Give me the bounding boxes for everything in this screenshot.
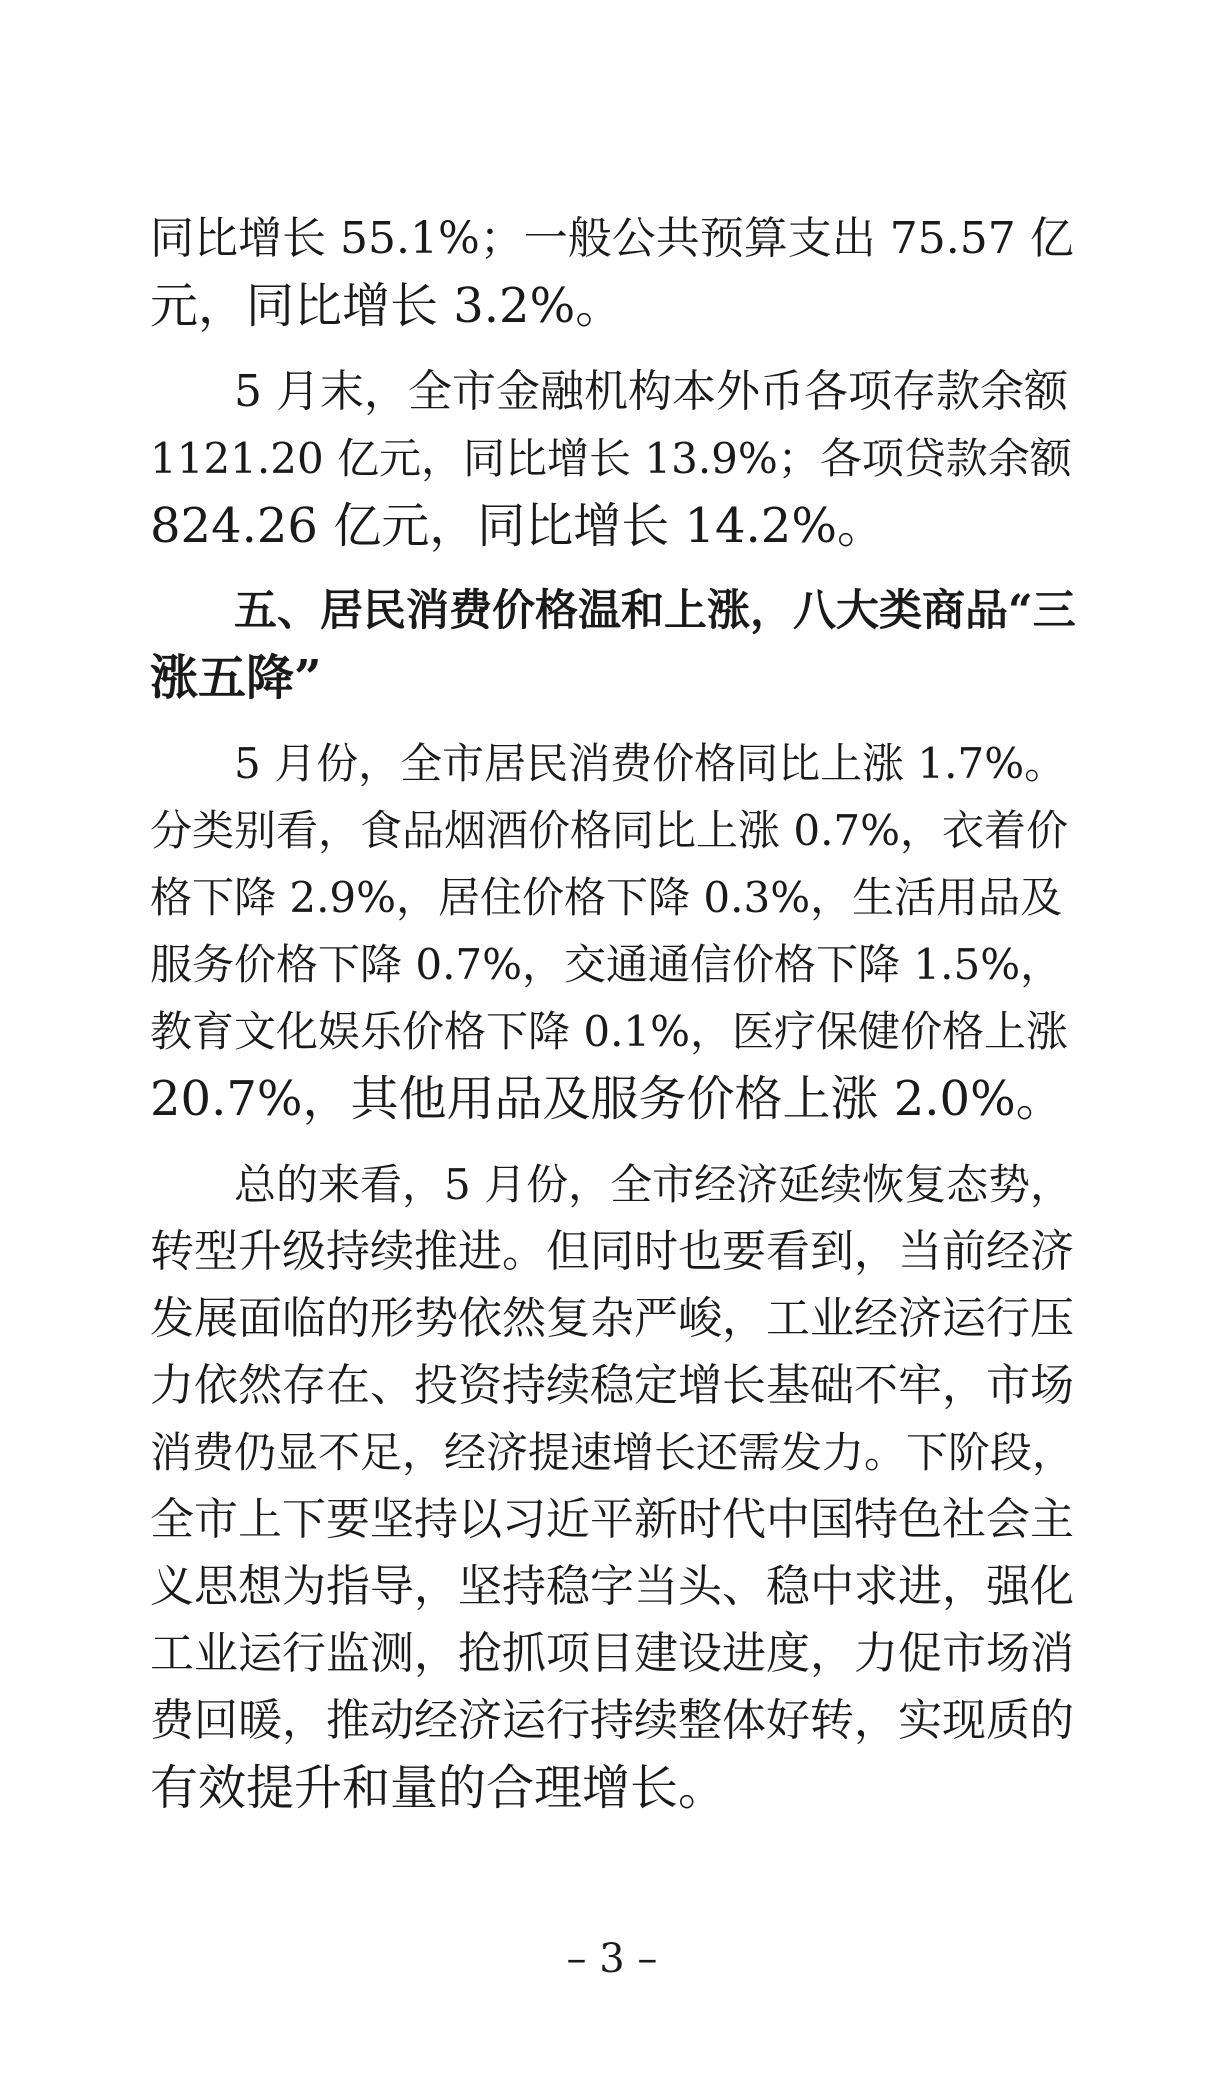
text-line: 教育文化娱乐价格下降 0.1%，医疗保健价格上涨	[150, 1007, 1069, 1056]
text-line: 分类别看，食品烟酒价格同比上涨 0.7%，衣着价	[150, 806, 1069, 855]
section-heading-line: 五、居民消费价格温和上涨，八大类商品“三	[234, 586, 1076, 636]
text-line: 元，同比增长 3.2%。	[150, 278, 624, 334]
text-line: 费回暖，推动经济运行持续整体好转，实现质的	[150, 1695, 1074, 1746]
text-line: 5 月末，全市金融机构本外币各项存款余额	[234, 366, 1068, 417]
section-heading-line: 涨五降”	[150, 650, 322, 706]
text-line: 1121.20 亿元，同比增长 13.9%；各项贷款余额	[150, 434, 1072, 483]
text-line: 20.7%，其他用品及服务价格上涨 2.0%。	[150, 1071, 1064, 1127]
text-line: 有效提升和量的合理增长。	[150, 1760, 727, 1816]
text-line: 服务价格下降 0.7%，交通通信价格下降 1.5%，	[150, 940, 1063, 989]
text-line: 总的来看，5 月份，全市经济延续恢复态势，	[234, 1160, 1073, 1209]
text-line: 824.26 亿元，同比增长 14.2%。	[150, 498, 885, 554]
text-line: 发展面临的形势依然复杂严峻，工业经济运行压	[150, 1293, 1074, 1344]
text-line: 转型升级持续推进。但同时也要看到，当前经济	[150, 1226, 1074, 1277]
text-line: 义思想为指导，坚持稳字当头、稳中求进，强化	[150, 1561, 1074, 1612]
text-line: 消费仍显不足，经济提速增长还需发力。下阶段，	[150, 1428, 1075, 1477]
text-line: 同比增长 55.1%；一般公共预算支出 75.57 亿	[150, 213, 1074, 264]
text-line: 工业运行监测，抢抓项目建设进度，力促市场消	[150, 1628, 1074, 1679]
page-number: – 3 –	[566, 1936, 658, 1982]
text-line: 力依然存在、投资持续稳定增长基础不牢，市场	[150, 1360, 1074, 1411]
text-line: 全市上下要坚持以习近平新时代中国特色社会主	[150, 1494, 1074, 1545]
text-line: 5 月份，全市居民消费价格同比上涨 1.7%。	[234, 739, 1067, 788]
text-line: 格下降 2.9%，居住价格下降 0.3%，生活用品及	[150, 873, 1063, 922]
